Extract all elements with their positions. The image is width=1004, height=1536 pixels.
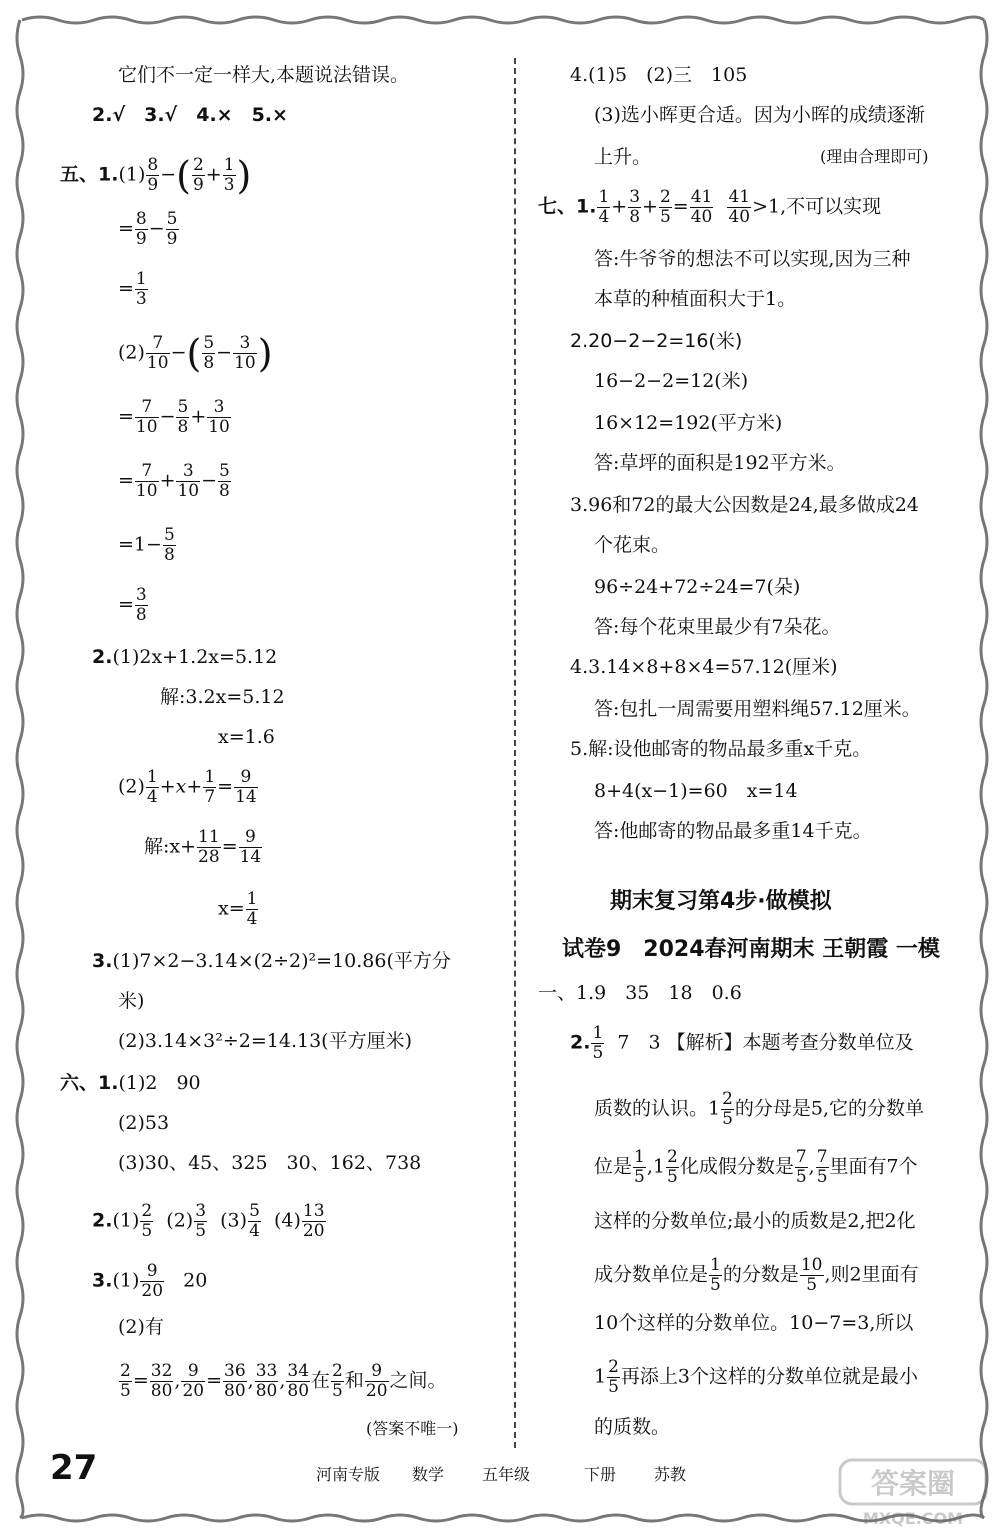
answer: (1)2 90 bbox=[118, 1072, 201, 1094]
expression-line bbox=[594, 1090, 924, 1129]
expression-line: (2) $\frac{1}{4}$ +x+ $\frac{1}{7}$ = $\frac{9}{14}$ bbox=[118, 767, 257, 807]
text-line: (2)有 bbox=[118, 1316, 164, 1338]
fraction: $\frac{33}{80}$ bbox=[255, 1361, 278, 1401]
text-line: 本草的种植面积大于1。 bbox=[594, 288, 797, 310]
fraction: $\frac{9}{20}$ bbox=[182, 1361, 205, 1401]
text: 的分母是5,它的分数单 bbox=[734, 1097, 925, 1120]
text-line: 答:牛爷爷的想法不可以实现,因为三种 bbox=[594, 248, 911, 270]
fraction: $\frac{8}{9}$ bbox=[135, 209, 147, 249]
fraction: $\frac{7}{5}$ bbox=[795, 1147, 807, 1187]
text-line: 米) bbox=[118, 990, 145, 1012]
equals: =1− bbox=[118, 533, 162, 556]
fraction: $\frac{7}{10}$ bbox=[135, 461, 158, 501]
text-line: (2)53 bbox=[118, 1112, 170, 1134]
note: (理由合理即可) bbox=[820, 147, 929, 166]
fraction: $\frac{36}{80}$ bbox=[224, 1361, 246, 1401]
text-line: x=1.6 bbox=[218, 726, 275, 748]
part-label: (1) bbox=[112, 1269, 140, 1292]
expression-line: 五、1.(1) $\frac{8}{9}$ −( $\frac{2}{9}$ + $\frac{1}{3}$ ) bbox=[60, 153, 252, 198]
fraction: $\frac{2}{5}$ bbox=[608, 1357, 619, 1397]
section-heading: 期末复习第4步·做模拟 bbox=[610, 889, 832, 914]
fraction: $\frac{9}{14}$ bbox=[235, 767, 257, 807]
fraction: $\frac{1}{5}$ bbox=[710, 1255, 721, 1295]
expression-line bbox=[218, 890, 259, 929]
expression-line: $\frac{2}{5}$ = $\frac{32}{80}$ , $\frac{9}{20}$ = $\frac{36}{80}$ , $\frac{33}{80}$ , $\frac{34}{80}$ 在 $\frac{2}{5}$ 和 $\frac{9}{20}$ 之间。 bbox=[120, 1361, 447, 1401]
answer-line: 2.√ 3.√ 4.× 5.× bbox=[92, 104, 288, 126]
fraction: $\frac{3}{8}$ bbox=[135, 585, 147, 625]
fraction: $\frac{9}{20}$ bbox=[141, 1261, 164, 1301]
fraction: $\frac{1}{7}$ bbox=[204, 767, 216, 807]
fraction: $\frac{7}{10}$ bbox=[135, 397, 158, 437]
fraction: $\frac{13}{20}$ bbox=[302, 1201, 325, 1241]
fraction: $\frac{1}{4}$ bbox=[246, 889, 258, 929]
text: ,则2里面有 bbox=[824, 1263, 919, 1286]
part-label: (1) bbox=[118, 163, 146, 186]
text: 质数的认识。1 bbox=[594, 1097, 721, 1120]
question-label: 六、1. bbox=[60, 1072, 119, 1094]
equation: (1)7×2−3.14×(2÷2)²=10.86(平方分 bbox=[112, 950, 451, 972]
expression-line: = $\frac{7}{10}$ − $\frac{5}{8}$ + $\frac{3}{10}$ bbox=[118, 397, 230, 437]
part-label: (4) bbox=[273, 1209, 301, 1232]
fraction: $\frac{2}{5}$ bbox=[120, 1361, 131, 1401]
fraction: $\frac{8}{9}$ bbox=[147, 155, 159, 195]
question-label: 五、1. bbox=[60, 163, 119, 186]
fraction: $\frac{2}{5}$ bbox=[659, 187, 671, 227]
step-label: x= bbox=[218, 897, 245, 920]
part-label: (2) bbox=[166, 1209, 194, 1232]
fraction: $\frac{3}{5}$ bbox=[195, 1201, 207, 1241]
expression-line: 七、1. $\frac{1}{4}$ + $\frac{3}{8}$ + $\frac{2}{5}$ = $\frac{41}{40}$ $\frac{41}{40}$ >1,不可以实现 bbox=[538, 187, 882, 227]
equals: = bbox=[118, 217, 134, 240]
fraction: $\frac{9}{20}$ bbox=[365, 1361, 388, 1401]
fraction: $\frac{7}{10}$ bbox=[146, 333, 169, 373]
fraction: $\frac{1}{3}$ bbox=[223, 155, 235, 195]
text-line: 个花束。 bbox=[594, 534, 671, 556]
equals: = bbox=[118, 405, 134, 428]
text-line: 的质数。 bbox=[594, 1416, 671, 1438]
expression-line: 解:x+ $\frac{11}{28}$ = $\frac{9}{14}$ bbox=[144, 827, 262, 867]
text-line: 答:包扎一周需要用塑料绳57.12厘米。 bbox=[594, 698, 921, 720]
text: 之间。 bbox=[389, 1369, 447, 1392]
fraction: $\frac{41}{40}$ bbox=[690, 187, 713, 227]
fraction: $\frac{1}{3}$ bbox=[135, 269, 147, 309]
text-line: 答:他邮寄的物品最多重14千克。 bbox=[594, 820, 872, 842]
footer-subject: 数学 bbox=[412, 1465, 445, 1484]
text: ,1 bbox=[646, 1155, 665, 1178]
expression-line bbox=[594, 1256, 919, 1295]
question-label: 2. bbox=[92, 1209, 113, 1232]
watermark-logo bbox=[838, 1458, 988, 1528]
question-label: 2. bbox=[92, 646, 113, 668]
text: 7 3 【解析】本题考查分数单位及 bbox=[617, 1031, 914, 1054]
text-line: 解:3.2x=5.12 bbox=[160, 686, 285, 708]
fraction: $\frac{2}{5}$ bbox=[722, 1089, 733, 1129]
text-line: 这样的分数单位;最小的质数是2,把2化 bbox=[594, 1210, 916, 1232]
text-line: 一、1.9 35 18 0.6 bbox=[538, 982, 742, 1004]
expression-line bbox=[92, 646, 277, 668]
equals: = bbox=[118, 277, 134, 300]
question-label: 3. bbox=[92, 950, 113, 972]
fraction: $\frac{5}{4}$ bbox=[249, 1201, 260, 1241]
question-label: 七、1. bbox=[538, 195, 597, 218]
expression-line bbox=[594, 1148, 918, 1187]
text: 1 bbox=[594, 1365, 607, 1388]
fraction: $\frac{5}{8}$ bbox=[177, 397, 189, 437]
fraction: $\frac{1}{5}$ bbox=[592, 1023, 604, 1063]
fraction: $\frac{1}{5}$ bbox=[634, 1147, 645, 1187]
equals: = bbox=[118, 469, 134, 492]
fraction: $\frac{2}{9}$ bbox=[192, 155, 204, 195]
text-line: 5.解:设他邮寄的物品最多重x千克。 bbox=[570, 738, 872, 760]
fraction: $\frac{3}{10}$ bbox=[177, 461, 200, 501]
fraction: $\frac{7}{5}$ bbox=[816, 1147, 828, 1187]
fraction: $\frac{1}{4}$ bbox=[146, 767, 158, 807]
part-label: (1) bbox=[112, 1209, 140, 1232]
column-divider bbox=[514, 58, 516, 1448]
fraction: $\frac{11}{28}$ bbox=[198, 827, 220, 867]
text-line: 它们不一定一样大,本题说法错误。 bbox=[118, 64, 410, 86]
text-line: 16×12=192(平方米) bbox=[594, 412, 783, 434]
fraction: $\frac{2}{5}$ bbox=[332, 1361, 343, 1401]
fraction: $\frac{3}{10}$ bbox=[234, 333, 256, 373]
expression-line bbox=[60, 1072, 201, 1094]
fraction: $\frac{32}{80}$ bbox=[150, 1361, 173, 1401]
expression-line bbox=[118, 586, 149, 625]
text: 和 bbox=[344, 1369, 364, 1392]
expression-line bbox=[92, 1202, 327, 1241]
expression-line bbox=[118, 526, 177, 565]
text-line: 96÷24+72÷24=7(朵) bbox=[594, 576, 801, 598]
text-line: 3.96和72的最大公因数是24,最多做成24 bbox=[570, 494, 919, 516]
answer: 20 bbox=[183, 1269, 208, 1292]
fraction: $\frac{41}{40}$ bbox=[728, 187, 751, 227]
text-line: 10个这样的分数单位。10−7=3,所以 bbox=[594, 1312, 914, 1334]
page-number: 27 bbox=[50, 1448, 98, 1488]
fraction: $\frac{1}{4}$ bbox=[598, 187, 610, 227]
text-line: 答:每个花束里最少有7朵花。 bbox=[594, 616, 841, 638]
expression-line bbox=[594, 1358, 918, 1397]
question-label: 2. bbox=[570, 1031, 591, 1054]
text-line: 答:草坪的面积是192平方米。 bbox=[594, 452, 846, 474]
expression-line bbox=[570, 1024, 914, 1063]
footer-term: 下册 bbox=[584, 1465, 617, 1484]
fraction: $\frac{9}{14}$ bbox=[239, 827, 262, 867]
text: 的分数是 bbox=[722, 1263, 799, 1286]
step-label: 解:x+ bbox=[144, 835, 197, 858]
fraction: $\frac{5}{8}$ bbox=[219, 461, 230, 501]
expression-line bbox=[92, 1262, 207, 1301]
text-line: 4.(1)5 (2)三 105 bbox=[570, 64, 748, 86]
text: 成分数单位是 bbox=[594, 1263, 709, 1286]
svg-text:MXQE.COM: MXQE.COM bbox=[862, 1509, 964, 1528]
fraction: $\frac{3}{10}$ bbox=[208, 397, 230, 437]
part-label: (2) bbox=[118, 775, 145, 798]
fraction: $\frac{2}{5}$ bbox=[666, 1147, 678, 1187]
footer-edition: 苏教 bbox=[654, 1465, 687, 1484]
text-line: (2)3.14×3²÷2=14.13(平方厘米) bbox=[118, 1030, 412, 1052]
expression-line bbox=[118, 270, 149, 309]
equals: = bbox=[118, 593, 134, 616]
text-line: 8+4(x−1)=60 x=14 bbox=[594, 780, 798, 802]
expression-line bbox=[92, 950, 451, 972]
exam-title: 试卷9 2024春河南期末 王朝霞 一模 bbox=[562, 937, 940, 962]
text-line: 2.20−2−2=16(米) bbox=[570, 330, 743, 352]
part-label: (2) bbox=[118, 341, 145, 364]
part-label: (3) bbox=[220, 1209, 248, 1232]
text-line: 上升。 bbox=[594, 146, 652, 168]
fraction: $\frac{2}{5}$ bbox=[141, 1201, 153, 1241]
text: , bbox=[808, 1155, 815, 1178]
footer-grade: 五年级 bbox=[482, 1465, 531, 1484]
expression-line: = $\frac{7}{10}$ + $\frac{3}{10}$ − $\frac{5}{8}$ bbox=[118, 461, 230, 501]
text-line: (3)30、45、325 30、162、738 bbox=[118, 1152, 422, 1174]
text: 位是 bbox=[594, 1155, 633, 1178]
footer-region: 河南专版 bbox=[316, 1465, 381, 1484]
expression-line: (2) $\frac{7}{10}$ −( $\frac{5}{8}$ − $\frac{3}{10}$ ) bbox=[118, 331, 273, 376]
text-line: (3)选小晖更合适。因为小晖的成绩逐渐 bbox=[594, 104, 925, 126]
fraction: $\frac{34}{80}$ bbox=[287, 1361, 310, 1401]
text-line: 16−2−2=12(米) bbox=[594, 370, 749, 392]
fraction: $\frac{3}{8}$ bbox=[629, 187, 641, 227]
equation: (1)2x+1.2x=5.12 bbox=[112, 646, 278, 668]
fraction: $\frac{5}{8}$ bbox=[163, 525, 175, 565]
text: >1,不可以实现 bbox=[752, 195, 882, 218]
fraction: $\frac{5}{9}$ bbox=[166, 209, 178, 249]
note: (答案不唯一) bbox=[366, 1419, 459, 1438]
text: 再添上3个这样的分数单位就是最小 bbox=[620, 1365, 919, 1388]
fraction: $\frac{10}{5}$ bbox=[800, 1255, 823, 1295]
svg-text:答案圈: 答案圈 bbox=[870, 1467, 956, 1500]
expression-line: = $\frac{8}{9}$ − $\frac{5}{9}$ bbox=[118, 209, 178, 249]
question-label: 3. bbox=[92, 1269, 113, 1292]
text: 里面有7个 bbox=[829, 1155, 918, 1178]
fraction: $\frac{5}{8}$ bbox=[203, 333, 215, 373]
text: 在 bbox=[311, 1369, 331, 1392]
text: 化成假分数是 bbox=[679, 1155, 794, 1178]
text-line: 4.3.14×8+8×4=57.12(厘米) bbox=[570, 656, 838, 678]
